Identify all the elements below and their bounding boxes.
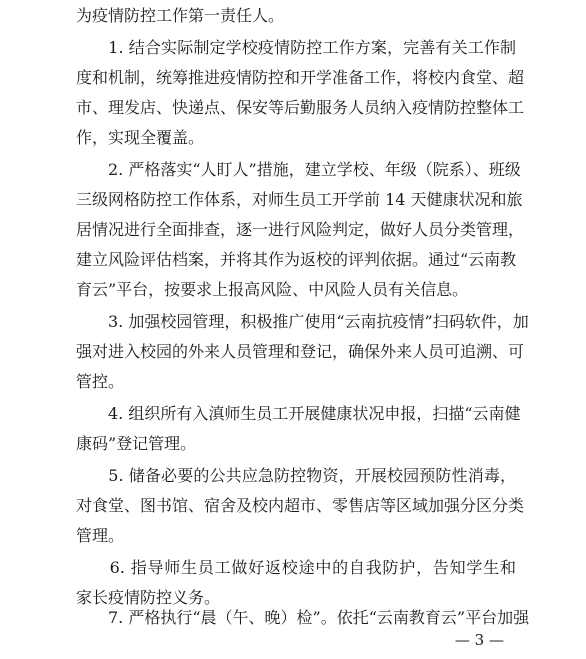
text-line: 管理。	[76, 526, 125, 545]
text-line: 2. 严格落实“人盯人”措施，建立学校、年级（院系）、班级	[76, 160, 521, 179]
text-line: 1. 结合实际制定学校疫情防控工作方案，完善有关工作制	[76, 38, 516, 57]
text-line: 建立风险评估档案，并将其作为返校的评判依据。通过“云南教	[76, 250, 517, 269]
text-line: 育云”平台，按要求上报高风险、中风险人员有关信息。	[76, 280, 469, 299]
text-line: 康码”登记管理。	[76, 434, 197, 453]
text-line: 度和机制，统筹推进疫情防控和开学准备工作，将校内食堂、超	[76, 68, 525, 87]
text-line: 居情况进行全面排查，逐一进行风险判定，做好人员分类管理，	[76, 220, 525, 239]
text-line: 管控。	[76, 372, 125, 391]
text-line: 4. 组织所有入滇师生员工开展健康状况申报，扫描“云南健	[76, 404, 521, 423]
text-line: 市、理发店、快递点、保安等后勤服务人员纳入疫情防控整体工	[76, 98, 525, 117]
text-line: 为疫情防控工作第一责任人。	[76, 6, 285, 25]
text-line: 5. 储备必要的公共应急防控物资，开展校园预防性消毒，	[76, 466, 516, 485]
text-line: 三级网格防控工作体系，对师生员工开学前 14 天健康状况和旅	[76, 190, 523, 209]
text-line: 3. 加强校园管理，积极推广使用“云南抗疫情”扫码软件，加	[76, 312, 529, 331]
text-line: 家长疫情防控义务。	[76, 588, 221, 607]
text-line: 7. 严格执行“晨（午、晚）检”。依托“云南教育云”平台加强	[76, 608, 530, 627]
page-number: — 3 —	[454, 631, 504, 649]
text-line: 6. 指导师生员工做好返校途中的自我防护，告知学生和	[76, 558, 516, 577]
text-line: 对食堂、图书馆、宿舍及校内超市、零售店等区域加强分区分类	[76, 496, 525, 515]
text-line: 作，实现全覆盖。	[76, 128, 205, 147]
text-line: 强对进入校园的外来人员管理和登记，确保外来人员可追溯、可	[76, 342, 525, 361]
